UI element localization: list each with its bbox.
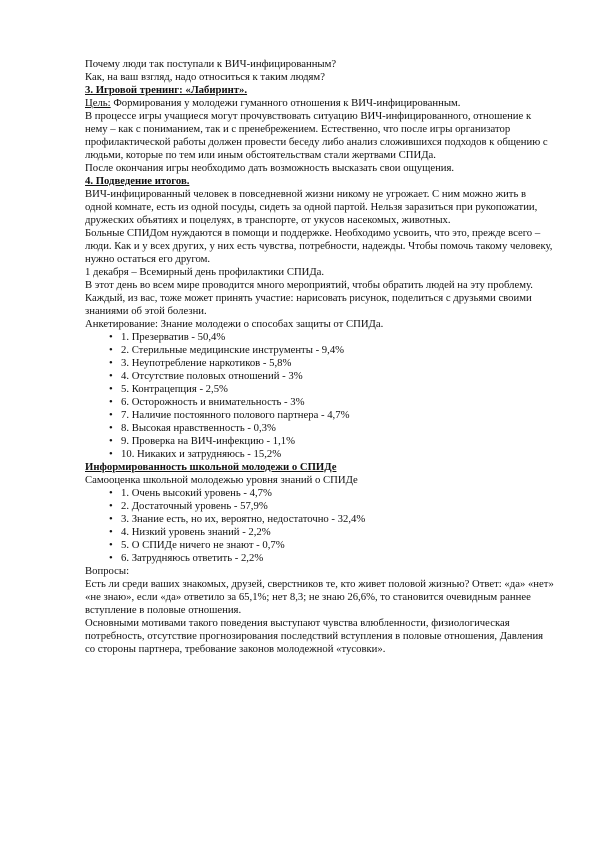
bullet-icon: • (109, 344, 113, 356)
list-item-text: 1. Очень высокий уровень - 4,7% (121, 487, 272, 499)
bullet-icon: • (109, 526, 113, 538)
list-item-text: 3. Знание есть, но их, вероятно, недостаточно - 32,4% (121, 513, 366, 525)
list-item-text: 5. Контрацепция - 2,5% (121, 383, 228, 395)
questions-label: Вопросы: (85, 565, 130, 577)
bullet-icon: • (109, 422, 113, 434)
list-item-text: 6. Осторожность и внимательность - 3% (121, 396, 305, 408)
list-item (109, 370, 555, 383)
section-heading-game: 3. Игровой тренинг: «Лабиринт». (85, 84, 248, 96)
list-item (109, 435, 555, 448)
bullet-icon: • (109, 539, 113, 551)
protection-methods-list (85, 331, 555, 461)
list-item-text: 4. Отсутствие половых отношений - 3% (121, 370, 303, 382)
list-item-text: 9. Проверка на ВИЧ-инфекцию - 1,1% (121, 435, 295, 447)
goal-label: Цель: (85, 97, 111, 109)
list-item (109, 487, 555, 500)
summary-paragraph-2: Больные СПИДом нуждаются в помощи и поддержке. Необходимо усвоить, что это, прежде всего – люди. Как и у всех других, у них есть чувства, потребности, надежды. Чтобы помочь такому человеку, нужно остаться его другом. (85, 227, 553, 265)
list-item (109, 513, 555, 526)
list-item (109, 409, 555, 422)
bullet-icon: • (109, 487, 113, 499)
bullet-icon: • (109, 357, 113, 369)
self-assessment-title: Самооценка школьной молодежью уровня знаний о СПИДе (85, 474, 358, 486)
december-1-line: 1 декабря – Всемирный день профилактики СПИДа. (85, 266, 325, 278)
list-item (109, 383, 555, 396)
bullet-icon: • (109, 448, 113, 460)
bullet-icon: • (109, 500, 113, 512)
list-item (109, 422, 555, 435)
game-description: В процессе игры учащиеся могут прочувствовать ситуацию ВИЧ-инфицированного, отношение к нему – как с пониманием, так и с пренебрежением. Естественно, что после игры организатор профилактической работы должен провести беседу либо анализ сложившихся подходов к общению с людьми, которые по тем или иным обстоятельствам стали жертвами СПИДа. (85, 110, 548, 161)
bullet-icon: • (109, 396, 113, 408)
list-item-text: 5. О СПИДе ничего не знают - 0,7% (121, 539, 285, 551)
bullet-icon: • (109, 383, 113, 395)
knowledge-level-list (85, 487, 555, 565)
bullet-icon: • (109, 370, 113, 382)
list-item (109, 448, 555, 461)
list-item (109, 500, 555, 513)
list-item-text: 4. Низкий уровень знаний - 2,2% (121, 526, 271, 538)
goal-text: Формирования у молодежи гуманного отношения к ВИЧ-инфицированным. (110, 97, 461, 109)
list-item (109, 526, 555, 539)
list-item-text: 6. Затрудняюсь ответить - 2,2% (121, 552, 264, 564)
list-item (109, 344, 555, 357)
section-heading-awareness: Информированность школьной молодежи о СПИДе (85, 461, 337, 473)
list-item-text: 7. Наличие постоянного полового партнера - 4,7% (121, 409, 350, 421)
goal-paragraph (85, 97, 555, 110)
list-item (109, 331, 555, 344)
motives-paragraph: Основными мотивами такого поведения выступают чувства влюбленности, физиологическая потребность, отсутствие прогнозирования последствий вступления в половые отношения, Давления со стороны партнера, требование законов молодежной «тусовки». (85, 617, 544, 655)
list-item (109, 396, 555, 409)
bullet-icon: • (109, 552, 113, 564)
list-item (109, 539, 555, 552)
bullet-icon: • (109, 435, 113, 447)
question-1: Почему люди так поступали к ВИЧ-инфицированным? (85, 58, 337, 70)
list-item-text: 2. Достаточный уровень - 57,9% (121, 500, 268, 512)
section-heading-summary: 4. Подведение итогов. (85, 175, 190, 187)
question-2: Как, на ваш взгляд, надо относиться к таким людям? (85, 71, 325, 83)
bullet-icon: • (109, 409, 113, 421)
list-item-text: 2. Стерильные медицинские инструменты - 9,4% (121, 344, 345, 356)
after-game-text: После окончания игры необходимо дать возможность высказать свои ощущения. (85, 162, 455, 174)
list-item (109, 357, 555, 370)
december-1-description: В этот день во всем мире проводится много мероприятий, чтобы обратить людей на эту проблему. Каждый, из вас, тоже может принять участие: нарисовать рисунок, поделиться с друзьями своими знаниями об этой болезни. (85, 279, 533, 317)
list-item (109, 552, 555, 565)
survey-title: Анкетирование: Знание молодежи о способах защиты от СПИДа. (85, 318, 384, 330)
summary-paragraph-1: ВИЧ-инфицированный человек в повседневной жизни никому не угрожает. С ним можно жить в одной комнате, есть из одной посуды, сидеть за одной партой. Нельзя заразиться при рукопожатии, дружеских объятиях и поцелуях, в транспорте, от укусов насекомых, животных. (85, 188, 538, 226)
bullet-icon: • (109, 513, 113, 525)
question-paragraph: Есть ли среди ваших знакомых, друзей, сверстников те, кто живет половой жизнью? Ответ: «да» «нет» «не знаю», если «да» ответило за 65,1%; нет 8,3; не знаю 26,6%, то становится очевидным раннее вступление в половые отношения. (85, 578, 554, 616)
list-item-text: 3. Неупотребление наркотиков - 5,8% (121, 357, 292, 369)
bullet-icon: • (109, 331, 113, 343)
list-item-text: 10. Никаких и затрудняюсь - 15,2% (121, 448, 282, 460)
list-item-text: 1. Презерватив - 50,4% (121, 331, 226, 343)
list-item-text: 8. Высокая нравственность - 0,3% (121, 422, 276, 434)
